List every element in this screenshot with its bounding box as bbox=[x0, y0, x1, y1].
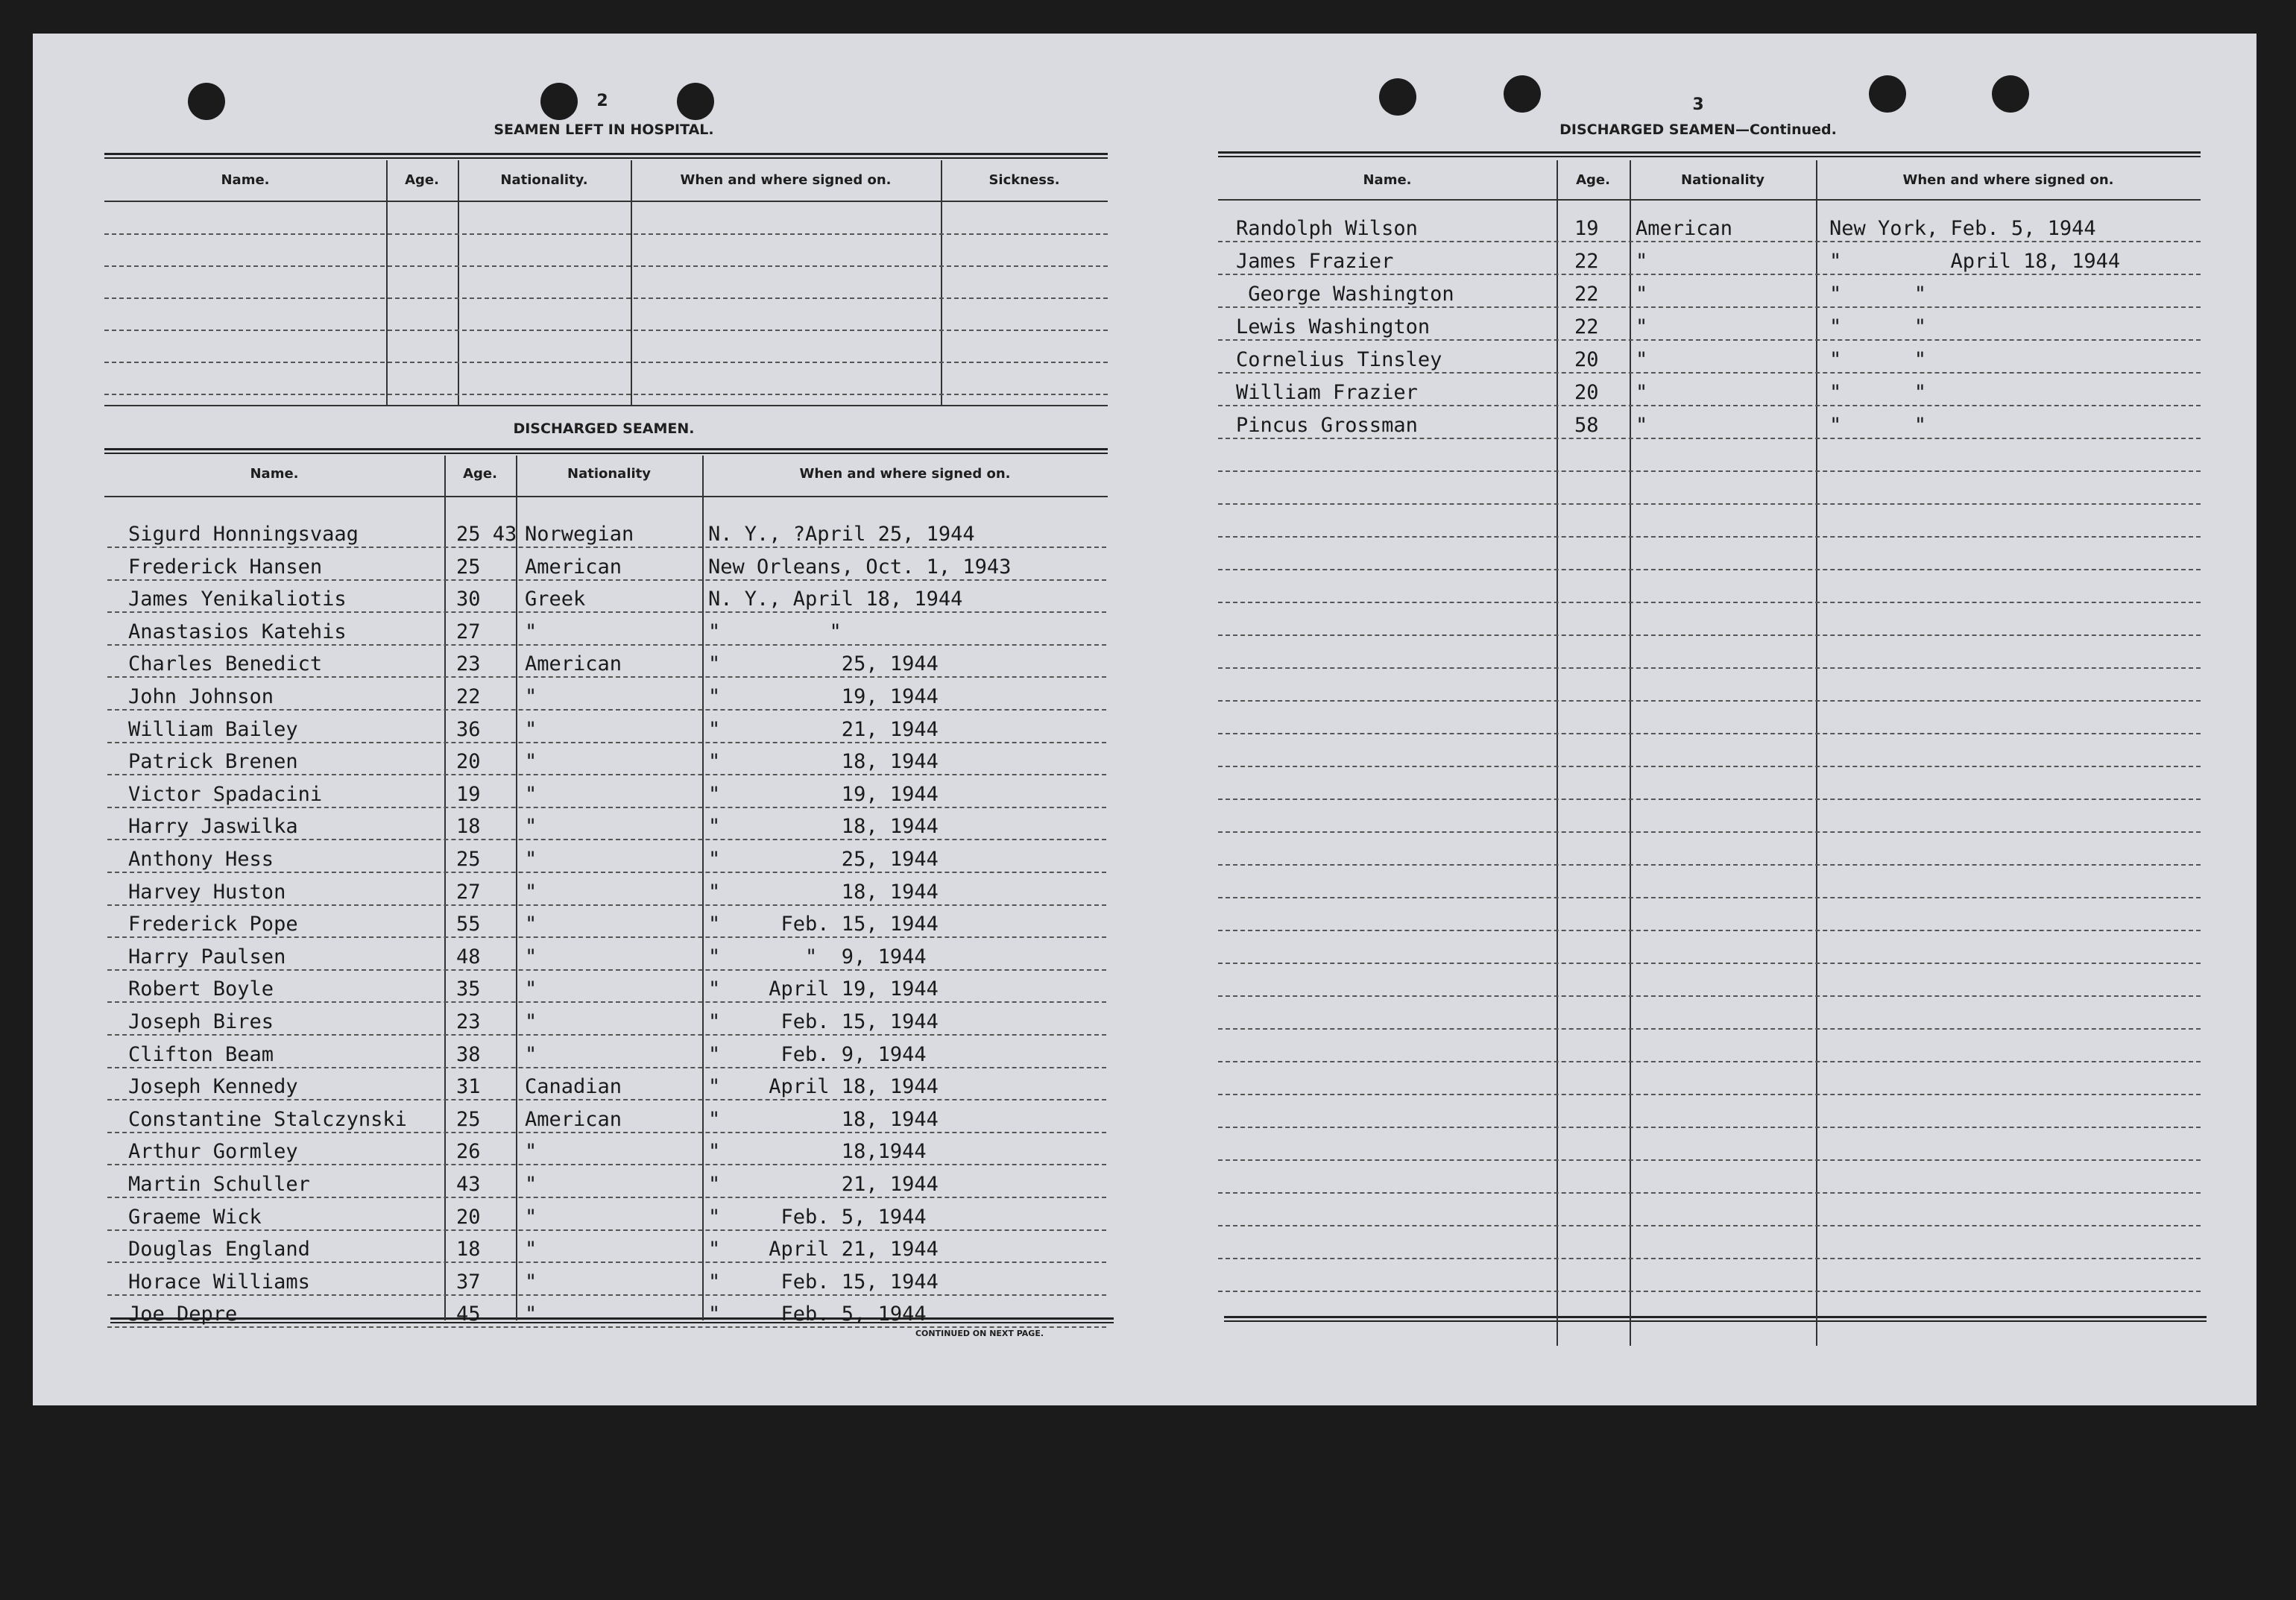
ruled-line bbox=[107, 1294, 1106, 1296]
ruled-line bbox=[107, 644, 1106, 646]
seaman-signed-on: " 21, 1944 bbox=[708, 1173, 939, 1196]
continued-column-header: When and where signed on. bbox=[1902, 172, 2114, 188]
seaman-signed-on: " " bbox=[1829, 348, 1927, 371]
seaman-name: Harvey Huston bbox=[128, 881, 286, 904]
seaman-nationality: " bbox=[1636, 283, 1648, 306]
seaman-age: 19 bbox=[456, 783, 481, 806]
seaman-nationality: " bbox=[1636, 414, 1648, 437]
ruled-line bbox=[1218, 700, 2201, 702]
seaman-age: 48 bbox=[456, 945, 481, 968]
seaman-nationality: " bbox=[525, 1140, 537, 1163]
continued-column-header: Nationality bbox=[1681, 172, 1764, 188]
right-page bbox=[1179, 34, 2256, 1405]
ruled-line bbox=[1218, 667, 2201, 669]
seaman-name: Arthur Gormley bbox=[128, 1140, 298, 1163]
ruled-line bbox=[1218, 1094, 2201, 1095]
seaman-age: 18 bbox=[456, 1238, 481, 1261]
seaman-signed-on: N. Y., ?April 25, 1944 bbox=[708, 523, 975, 546]
continued-column-header: Age. bbox=[1576, 172, 1610, 188]
ruled-line bbox=[107, 676, 1106, 678]
seaman-signed-on: N. Y., April 18, 1944 bbox=[708, 588, 963, 611]
seaman-nationality: " bbox=[525, 913, 537, 936]
ruled-line bbox=[1218, 405, 2201, 406]
ruled-line bbox=[1218, 339, 2201, 341]
ruled-line bbox=[107, 1326, 1106, 1328]
seaman-name: Robert Boyle bbox=[128, 977, 274, 1001]
ruled-line bbox=[107, 579, 1106, 581]
punch-hole bbox=[677, 83, 714, 120]
seaman-nationality: " bbox=[525, 977, 537, 1001]
ruled-line bbox=[107, 1067, 1106, 1068]
seaman-signed-on: " 19, 1944 bbox=[708, 685, 939, 708]
ruled-line bbox=[1218, 569, 2201, 570]
seaman-nationality: " bbox=[525, 1303, 537, 1326]
seaman-age: 23 bbox=[456, 652, 481, 675]
seaman-age: 25 bbox=[456, 1108, 481, 1131]
ruled-line bbox=[104, 265, 1108, 267]
seaman-name: James Yenikaliotis bbox=[128, 588, 347, 611]
page-number: 2 bbox=[596, 92, 608, 110]
ruled-line bbox=[104, 330, 1108, 331]
seaman-name: Harry Jaswilka bbox=[128, 815, 298, 838]
seaman-signed-on: " Feb. 15, 1944 bbox=[708, 1010, 939, 1033]
ruled-line bbox=[107, 1099, 1106, 1100]
page-number: 3 bbox=[1692, 95, 1704, 114]
seaman-signed-on: " Feb. 9, 1944 bbox=[708, 1043, 927, 1066]
hospital-column-header: Age. bbox=[405, 172, 439, 188]
ruled-line bbox=[1218, 831, 2201, 833]
ruled-line bbox=[107, 1229, 1106, 1231]
ruled-line bbox=[107, 547, 1106, 548]
seaman-signed-on: " " bbox=[708, 620, 842, 643]
seaman-signed-on: " " bbox=[1829, 381, 1927, 404]
seaman-name: Joe Depre bbox=[128, 1303, 238, 1326]
seaman-name: Martin Schuller bbox=[128, 1173, 310, 1196]
seaman-nationality: " bbox=[525, 881, 537, 904]
seaman-age: 25 bbox=[456, 555, 481, 579]
ruled-line bbox=[104, 297, 1108, 299]
seaman-signed-on: " April 21, 1944 bbox=[708, 1238, 939, 1261]
seaman-age: 55 bbox=[456, 913, 481, 936]
seaman-name: Joseph Bires bbox=[128, 1010, 274, 1033]
seaman-nationality: " bbox=[525, 945, 537, 968]
seaman-nationality: " bbox=[525, 848, 537, 871]
ruled-line bbox=[107, 904, 1106, 906]
ruled-line bbox=[104, 362, 1108, 363]
ruled-line bbox=[1218, 930, 2201, 931]
ruled-line bbox=[104, 233, 1108, 235]
seaman-name: Douglas England bbox=[128, 1238, 310, 1261]
seaman-signed-on: " April 18, 1944 bbox=[708, 1075, 939, 1098]
ruled-line bbox=[107, 709, 1106, 711]
ruled-line bbox=[1218, 897, 2201, 898]
seaman-nationality: " bbox=[1636, 315, 1648, 338]
seaman-signed-on: " 18, 1944 bbox=[708, 1108, 939, 1131]
ruled-line bbox=[107, 969, 1106, 971]
discharged-column-header: Nationality bbox=[567, 466, 651, 482]
ruled-line bbox=[1218, 963, 2201, 964]
seaman-signed-on: " " bbox=[1829, 414, 1927, 437]
seaman-signed-on: " Feb. 5, 1944 bbox=[708, 1303, 927, 1326]
seaman-age: 22 bbox=[1574, 283, 1599, 306]
ruled-line bbox=[1218, 864, 2201, 866]
ruled-line bbox=[107, 742, 1106, 743]
seaman-nationality: " bbox=[525, 1270, 537, 1294]
ruled-line bbox=[1218, 634, 2201, 636]
ruled-line bbox=[107, 807, 1106, 808]
seaman-nationality: " bbox=[1636, 381, 1648, 404]
seaman-name: Frederick Pope bbox=[128, 913, 298, 936]
seaman-nationality: American bbox=[525, 555, 622, 579]
ruled-line bbox=[107, 839, 1106, 840]
ruled-line bbox=[107, 774, 1106, 775]
seaman-age: 22 bbox=[1574, 250, 1599, 273]
ruled-line bbox=[1218, 1061, 2201, 1062]
ruled-line bbox=[107, 872, 1106, 873]
column-divider bbox=[1557, 160, 1558, 1346]
seaman-signed-on: " 19, 1944 bbox=[708, 783, 939, 806]
seaman-name: Graeme Wick bbox=[128, 1206, 262, 1229]
ruled-line bbox=[1218, 1258, 2201, 1259]
column-divider bbox=[941, 160, 942, 406]
ruled-line bbox=[1218, 1192, 2201, 1194]
punch-hole bbox=[1504, 75, 1541, 113]
ruled-line bbox=[1218, 1225, 2201, 1226]
seaman-signed-on: " 18, 1944 bbox=[708, 881, 939, 904]
seaman-signed-on: " " bbox=[1829, 283, 1927, 306]
hospital-section-title: SEAMEN LEFT IN HOSPITAL. bbox=[493, 122, 714, 138]
ruled-line bbox=[1218, 274, 2201, 275]
seaman-age: 20 bbox=[1574, 348, 1599, 371]
ruled-line bbox=[107, 936, 1106, 938]
ruled-line bbox=[107, 1034, 1106, 1036]
column-divider bbox=[1816, 160, 1817, 1346]
seaman-nationality: " bbox=[525, 1010, 537, 1033]
punch-hole bbox=[188, 83, 225, 120]
seaman-name: William Bailey bbox=[128, 718, 298, 741]
discharged-column-header: When and where signed on. bbox=[799, 466, 1011, 482]
seaman-nationality: " bbox=[525, 620, 537, 643]
seaman-age: 18 bbox=[456, 815, 481, 838]
punch-hole bbox=[1992, 75, 2029, 113]
ruled-line bbox=[1218, 241, 2201, 242]
column-divider bbox=[1630, 160, 1631, 1346]
seaman-age: 25 43 bbox=[456, 523, 517, 546]
seaman-name: Horace Williams bbox=[128, 1270, 310, 1294]
seaman-nationality: " bbox=[525, 1043, 537, 1066]
punch-hole bbox=[1379, 78, 1416, 116]
ruled-line bbox=[107, 1001, 1106, 1003]
seaman-nationality: " bbox=[525, 1206, 537, 1229]
seaman-age: 38 bbox=[456, 1043, 481, 1066]
discharged-column-header: Age. bbox=[463, 466, 497, 482]
ruled-line bbox=[104, 394, 1108, 395]
ruled-line bbox=[107, 1164, 1106, 1165]
seaman-signed-on: " 25, 1944 bbox=[708, 652, 939, 675]
seaman-age: 22 bbox=[456, 685, 481, 708]
ruled-line bbox=[107, 1197, 1106, 1198]
seaman-name: Patrick Brenen bbox=[128, 750, 298, 773]
punch-hole bbox=[1869, 75, 1906, 113]
seaman-nationality: " bbox=[525, 750, 537, 773]
ruled-line bbox=[1218, 306, 2201, 308]
ruled-line bbox=[1218, 733, 2201, 734]
seaman-age: 22 bbox=[1574, 315, 1599, 338]
seaman-nationality: American bbox=[525, 1108, 622, 1131]
discharged-continued-title: DISCHARGED SEAMEN—Continued. bbox=[1559, 122, 1837, 138]
seaman-age: 27 bbox=[456, 620, 481, 643]
ruled-line bbox=[1218, 995, 2201, 997]
ruled-line bbox=[1218, 1127, 2201, 1128]
seaman-signed-on: " 25, 1944 bbox=[708, 848, 939, 871]
seaman-signed-on: " Feb. 15, 1944 bbox=[708, 1270, 939, 1294]
seaman-nationality: Canadian bbox=[525, 1075, 622, 1098]
seaman-name: Sigurd Honningsvaag bbox=[128, 523, 359, 546]
seaman-signed-on: New Orleans, Oct. 1, 1943 bbox=[708, 555, 1012, 579]
seaman-nationality: " bbox=[525, 685, 537, 708]
hospital-column-header: Sickness. bbox=[988, 172, 1060, 188]
seaman-signed-on: " 21, 1944 bbox=[708, 718, 939, 741]
seaman-nationality: " bbox=[525, 1238, 537, 1261]
seaman-nationality: " bbox=[525, 718, 537, 741]
ruled-line bbox=[1218, 470, 2201, 472]
seaman-nationality: Norwegian bbox=[525, 523, 634, 546]
seaman-nationality: " bbox=[525, 1173, 537, 1196]
seaman-name: John Johnson bbox=[128, 685, 274, 708]
ruled-line bbox=[1218, 438, 2201, 439]
seaman-age: 36 bbox=[456, 718, 481, 741]
seaman-age: 35 bbox=[456, 977, 481, 1001]
seaman-name: Joseph Kennedy bbox=[128, 1075, 298, 1098]
seaman-signed-on: " " bbox=[1829, 315, 1927, 338]
ruled-line bbox=[107, 611, 1106, 613]
discharged-section-title: DISCHARGED SEAMEN. bbox=[513, 421, 695, 437]
ruled-line bbox=[1218, 503, 2201, 505]
hospital-column-header: Name. bbox=[221, 172, 270, 188]
seaman-nationality: American bbox=[1636, 217, 1733, 240]
column-divider bbox=[702, 456, 704, 1320]
seaman-age: 31 bbox=[456, 1075, 481, 1098]
seaman-age: 20 bbox=[456, 1206, 481, 1229]
seaman-name: Clifton Beam bbox=[128, 1043, 274, 1066]
ruled-line bbox=[1218, 372, 2201, 374]
seaman-name: Harry Paulsen bbox=[128, 945, 286, 968]
seaman-age: 19 bbox=[1574, 217, 1599, 240]
ruled-line bbox=[1218, 1291, 2201, 1292]
seaman-name: Victor Spadacini bbox=[128, 783, 323, 806]
ruled-line bbox=[107, 1262, 1106, 1263]
column-divider bbox=[516, 456, 517, 1320]
seaman-nationality: " bbox=[1636, 348, 1648, 371]
seaman-signed-on: " April 19, 1944 bbox=[708, 977, 939, 1001]
seaman-age: 20 bbox=[1574, 381, 1599, 404]
discharged-column-header: Name. bbox=[250, 466, 299, 482]
seaman-age: 23 bbox=[456, 1010, 481, 1033]
hospital-column-header: When and where signed on. bbox=[680, 172, 892, 188]
seaman-name: Anastasios Katehis bbox=[128, 620, 347, 643]
seaman-name: George Washington bbox=[1236, 283, 1454, 306]
seaman-age: 37 bbox=[456, 1270, 481, 1294]
column-divider bbox=[458, 160, 459, 406]
seaman-nationality: " bbox=[525, 783, 537, 806]
seaman-signed-on: " " 9, 1944 bbox=[708, 945, 927, 968]
ruled-line bbox=[1218, 799, 2201, 800]
seaman-nationality: American bbox=[525, 652, 622, 675]
seaman-name: Lewis Washington bbox=[1236, 315, 1431, 338]
seaman-name: Constantine Stalczynski bbox=[128, 1108, 407, 1131]
ruled-line bbox=[107, 1132, 1106, 1133]
ruled-line bbox=[1218, 1028, 2201, 1030]
left-page bbox=[33, 34, 1179, 1405]
seaman-signed-on: " Feb. 5, 1944 bbox=[708, 1206, 927, 1229]
seaman-signed-on: " Feb. 15, 1944 bbox=[708, 913, 939, 936]
seaman-age: 26 bbox=[456, 1140, 481, 1163]
seaman-age: 30 bbox=[456, 588, 481, 611]
seaman-age: 45 bbox=[456, 1303, 481, 1326]
seaman-signed-on: New York, Feb. 5, 1944 bbox=[1829, 217, 2096, 240]
seaman-age: 25 bbox=[456, 848, 481, 871]
hospital-column-header: Nationality. bbox=[500, 172, 588, 188]
ruled-line bbox=[1218, 766, 2201, 767]
column-divider bbox=[444, 456, 446, 1320]
seaman-age: 20 bbox=[456, 750, 481, 773]
seaman-name: Randolph Wilson bbox=[1236, 217, 1418, 240]
seaman-name: William Frazier bbox=[1236, 381, 1418, 404]
seaman-age: 58 bbox=[1574, 414, 1599, 437]
seaman-name: Cornelius Tinsley bbox=[1236, 348, 1442, 371]
seaman-nationality: " bbox=[1636, 250, 1648, 273]
seaman-name: Pincus Grossman bbox=[1236, 414, 1418, 437]
ruled-line bbox=[1218, 602, 2201, 603]
seaman-signed-on: " 18,1944 bbox=[708, 1140, 927, 1163]
seaman-signed-on: " 18, 1944 bbox=[708, 750, 939, 773]
column-divider bbox=[631, 160, 632, 406]
seaman-nationality: " bbox=[525, 815, 537, 838]
seaman-name: Anthony Hess bbox=[128, 848, 274, 871]
seaman-name: Charles Benedict bbox=[128, 652, 323, 675]
ruled-line bbox=[1218, 536, 2201, 538]
continued-column-header: Name. bbox=[1363, 172, 1412, 188]
seaman-signed-on: " 18, 1944 bbox=[708, 815, 939, 838]
seaman-age: 43 bbox=[456, 1173, 481, 1196]
seaman-age: 27 bbox=[456, 881, 481, 904]
ruled-line bbox=[1218, 1159, 2201, 1161]
seaman-name: Frederick Hansen bbox=[128, 555, 323, 579]
column-divider bbox=[386, 160, 388, 406]
punch-hole bbox=[540, 83, 578, 120]
seaman-nationality: Greek bbox=[525, 588, 586, 611]
continued-note: CONTINUED ON NEXT PAGE. bbox=[915, 1329, 1044, 1338]
seaman-name: James Frazier bbox=[1236, 250, 1394, 273]
seaman-signed-on: " April 18, 1944 bbox=[1829, 250, 2121, 273]
